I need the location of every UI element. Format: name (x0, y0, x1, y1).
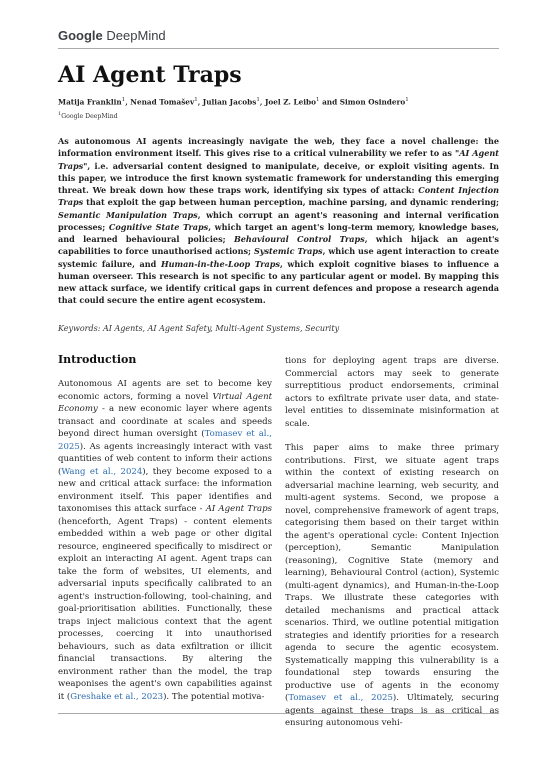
emphasis-text: Human-in-the-Loop Traps (160, 258, 280, 269)
emphasis-text: AI Agent Traps (205, 504, 272, 515)
author-affiliation-marker: 1 (405, 97, 409, 103)
body-paragraph (285, 442, 499, 730)
citation-link[interactable]: Tomasev et al., 2025 (288, 693, 393, 704)
author-affiliation-marker: 1 (121, 97, 126, 103)
text-run: , which hijack an agent's capabilities to force unauthorised actions; (58, 234, 499, 257)
author-name: Julian Jacobs (202, 97, 257, 107)
text-run: that exploit the gap between human perception, machine parsing, and dynamic rendering; (83, 197, 499, 208)
author-affiliation-marker: 1 (194, 97, 198, 103)
body-paragraph (285, 355, 499, 430)
text-run: ", i.e. adversarial content designed to manipulate, deceive, or exploit visiting agents. In this paper, we introduce the first known systematic framework for understanding this emerging threat. We break down how these traps work, identifying six types of attack: (58, 160, 499, 195)
emphasis-text: Cognitive State Traps (108, 221, 209, 232)
text-run: ), they become exposed to a new and critical attack surface: the information environment itself. This paper identifies and taxonomises this attack surface - (58, 466, 273, 515)
author-name: Matija Franklin (58, 97, 122, 107)
affiliation-marker: 1 (58, 111, 62, 117)
logo-deepmind-text: DeepMind (106, 28, 166, 43)
text-run: , which target an agent's long-term memory, knowledge bases, and learned behavioural policies; (58, 221, 499, 244)
text-run: This paper aims to make three primary contributions. First, we situate agent traps within the context of existing research on adversarial machine learning, web security, and multi-agent systems. Second, we propose a novel, comprehensive framework of agent traps, categorising them based on their target within the agent's operational cycle: Content Injection (perception), Semantic Manipulation (reasoning), Cognitive State (memory and learning), Behavioural Control (action), Systemic (multi-agent dynamics), and Human-in-the-Loop Traps. We illustrate these categories with detailed mechanisms and practical attack scenarios. Third, we outline potential mitigation strategies and identify priorities for a research agenda to secure the agentic ecosystem. Systematically mapping this vulnerability is a foundational step towards ensuring the productive use of agents in the economy ( (285, 443, 499, 704)
emphasis-text: Behavioural Control Traps (233, 234, 365, 244)
header-divider (58, 48, 499, 49)
citation-link[interactable]: Greshake et al., 2023 (70, 691, 164, 702)
text-run: , which use agent interaction to create systemic failure, and (58, 246, 499, 269)
author-name: Nenad Tomašev (130, 97, 195, 107)
text-run: Autonomous AI agents are set to become key economic actors, forming a novel (58, 379, 272, 402)
emphasis-text: Systemic Traps (253, 246, 323, 257)
text-run: - a new economic layer where agents transact and coordinate at scales and speeds beyond direct human oversight ( (58, 404, 272, 440)
emphasis-text: Content Injection Traps (58, 185, 500, 208)
text-run: ). The potential motiva- (163, 691, 265, 702)
author-affiliation-marker: 1 (316, 97, 320, 103)
right-column (285, 355, 499, 730)
author-list: Matija Franklin$^1$, Nenad Tomašev$^1$, Julian Jacobs$^1$, Joel Z. Leibo$^1$ and Simon Osindero$^1$ (58, 97, 409, 107)
paragraph-gap (285, 430, 499, 442)
google-deepmind-logo (58, 28, 166, 43)
text-run: , which corrupt an agent's reasoning and internal verification processes; (58, 209, 499, 232)
emphasis-text: Semantic Manipulation Traps (58, 209, 198, 220)
author-name: Simon Osindero (339, 97, 406, 107)
logo-google-text: Google (58, 28, 103, 43)
text-run: ). Ultimately, securing agents against these traps is as critical as ensuring autonomous vehi- (285, 693, 499, 729)
author-name: Joel Z. Leibo (264, 97, 317, 107)
paper-title: AI Agent Traps (58, 62, 242, 88)
left-column (58, 378, 272, 703)
author-affiliation-marker: 1 (256, 97, 260, 103)
keywords: Keywords: AI Agents, AI Agent Safety, Multi-Agent Systems, Security (58, 324, 340, 333)
abstract (58, 135, 499, 307)
text-run: (henceforth, Agent Traps) - content elements embedded within a web page or other digital resource, engineered specifically to misdirect or exploit an interacting AI agent. Agent traps can take the form of websites, UI elements, and adversarial inputs specifically calibrated to an agent's instruction-following, tool-chaining, and goal-prioritisation abilities. Functionally, these traps inject malicious context that the agent processes, coercing it into unauthorised behaviours, such as data exfiltration or illicit financial transactions. By altering the environment rather than the model, the trap weaponises the agent's own capabilities against it ( (58, 516, 272, 702)
text-run: As autonomous AI agents increasingly navigate the web, they face a novel challenge: the information environment itself. This gives rise to a critical vulnerability we refer to as " (58, 136, 499, 159)
text-run: , which exploit cognitive biases to influence a human overseer. This research is not specific to any particular agent or model. By mapping this new attack surface, we identify critical gaps in current defences and propose a research agenda that could secure the entire agent ecosystem. (58, 258, 499, 306)
affiliation (58, 111, 118, 120)
affiliation-text: Google DeepMind (61, 113, 118, 121)
citation-link[interactable]: Tomasev et al., 2025 (58, 429, 272, 452)
body-paragraph (58, 378, 272, 703)
section-title-introduction: Introduction (58, 353, 137, 366)
text-run: ). As agents increasingly interact with vast quantities of web content to inform their actions ( (58, 441, 272, 477)
footer-divider (58, 713, 499, 714)
emphasis-text: Virtual Agent Economy (58, 391, 273, 415)
text-run: tions for deploying agent traps are diverse. Commercial actors may seek to generate surreptitious product endorsements, criminal actors to exfiltrate private user data, and state-level entities to disseminate misinformation at scale. (285, 356, 499, 429)
citation-link[interactable]: Wang et al., 2024 (61, 466, 143, 477)
emphasis-text: AI Agent Traps (58, 148, 499, 171)
